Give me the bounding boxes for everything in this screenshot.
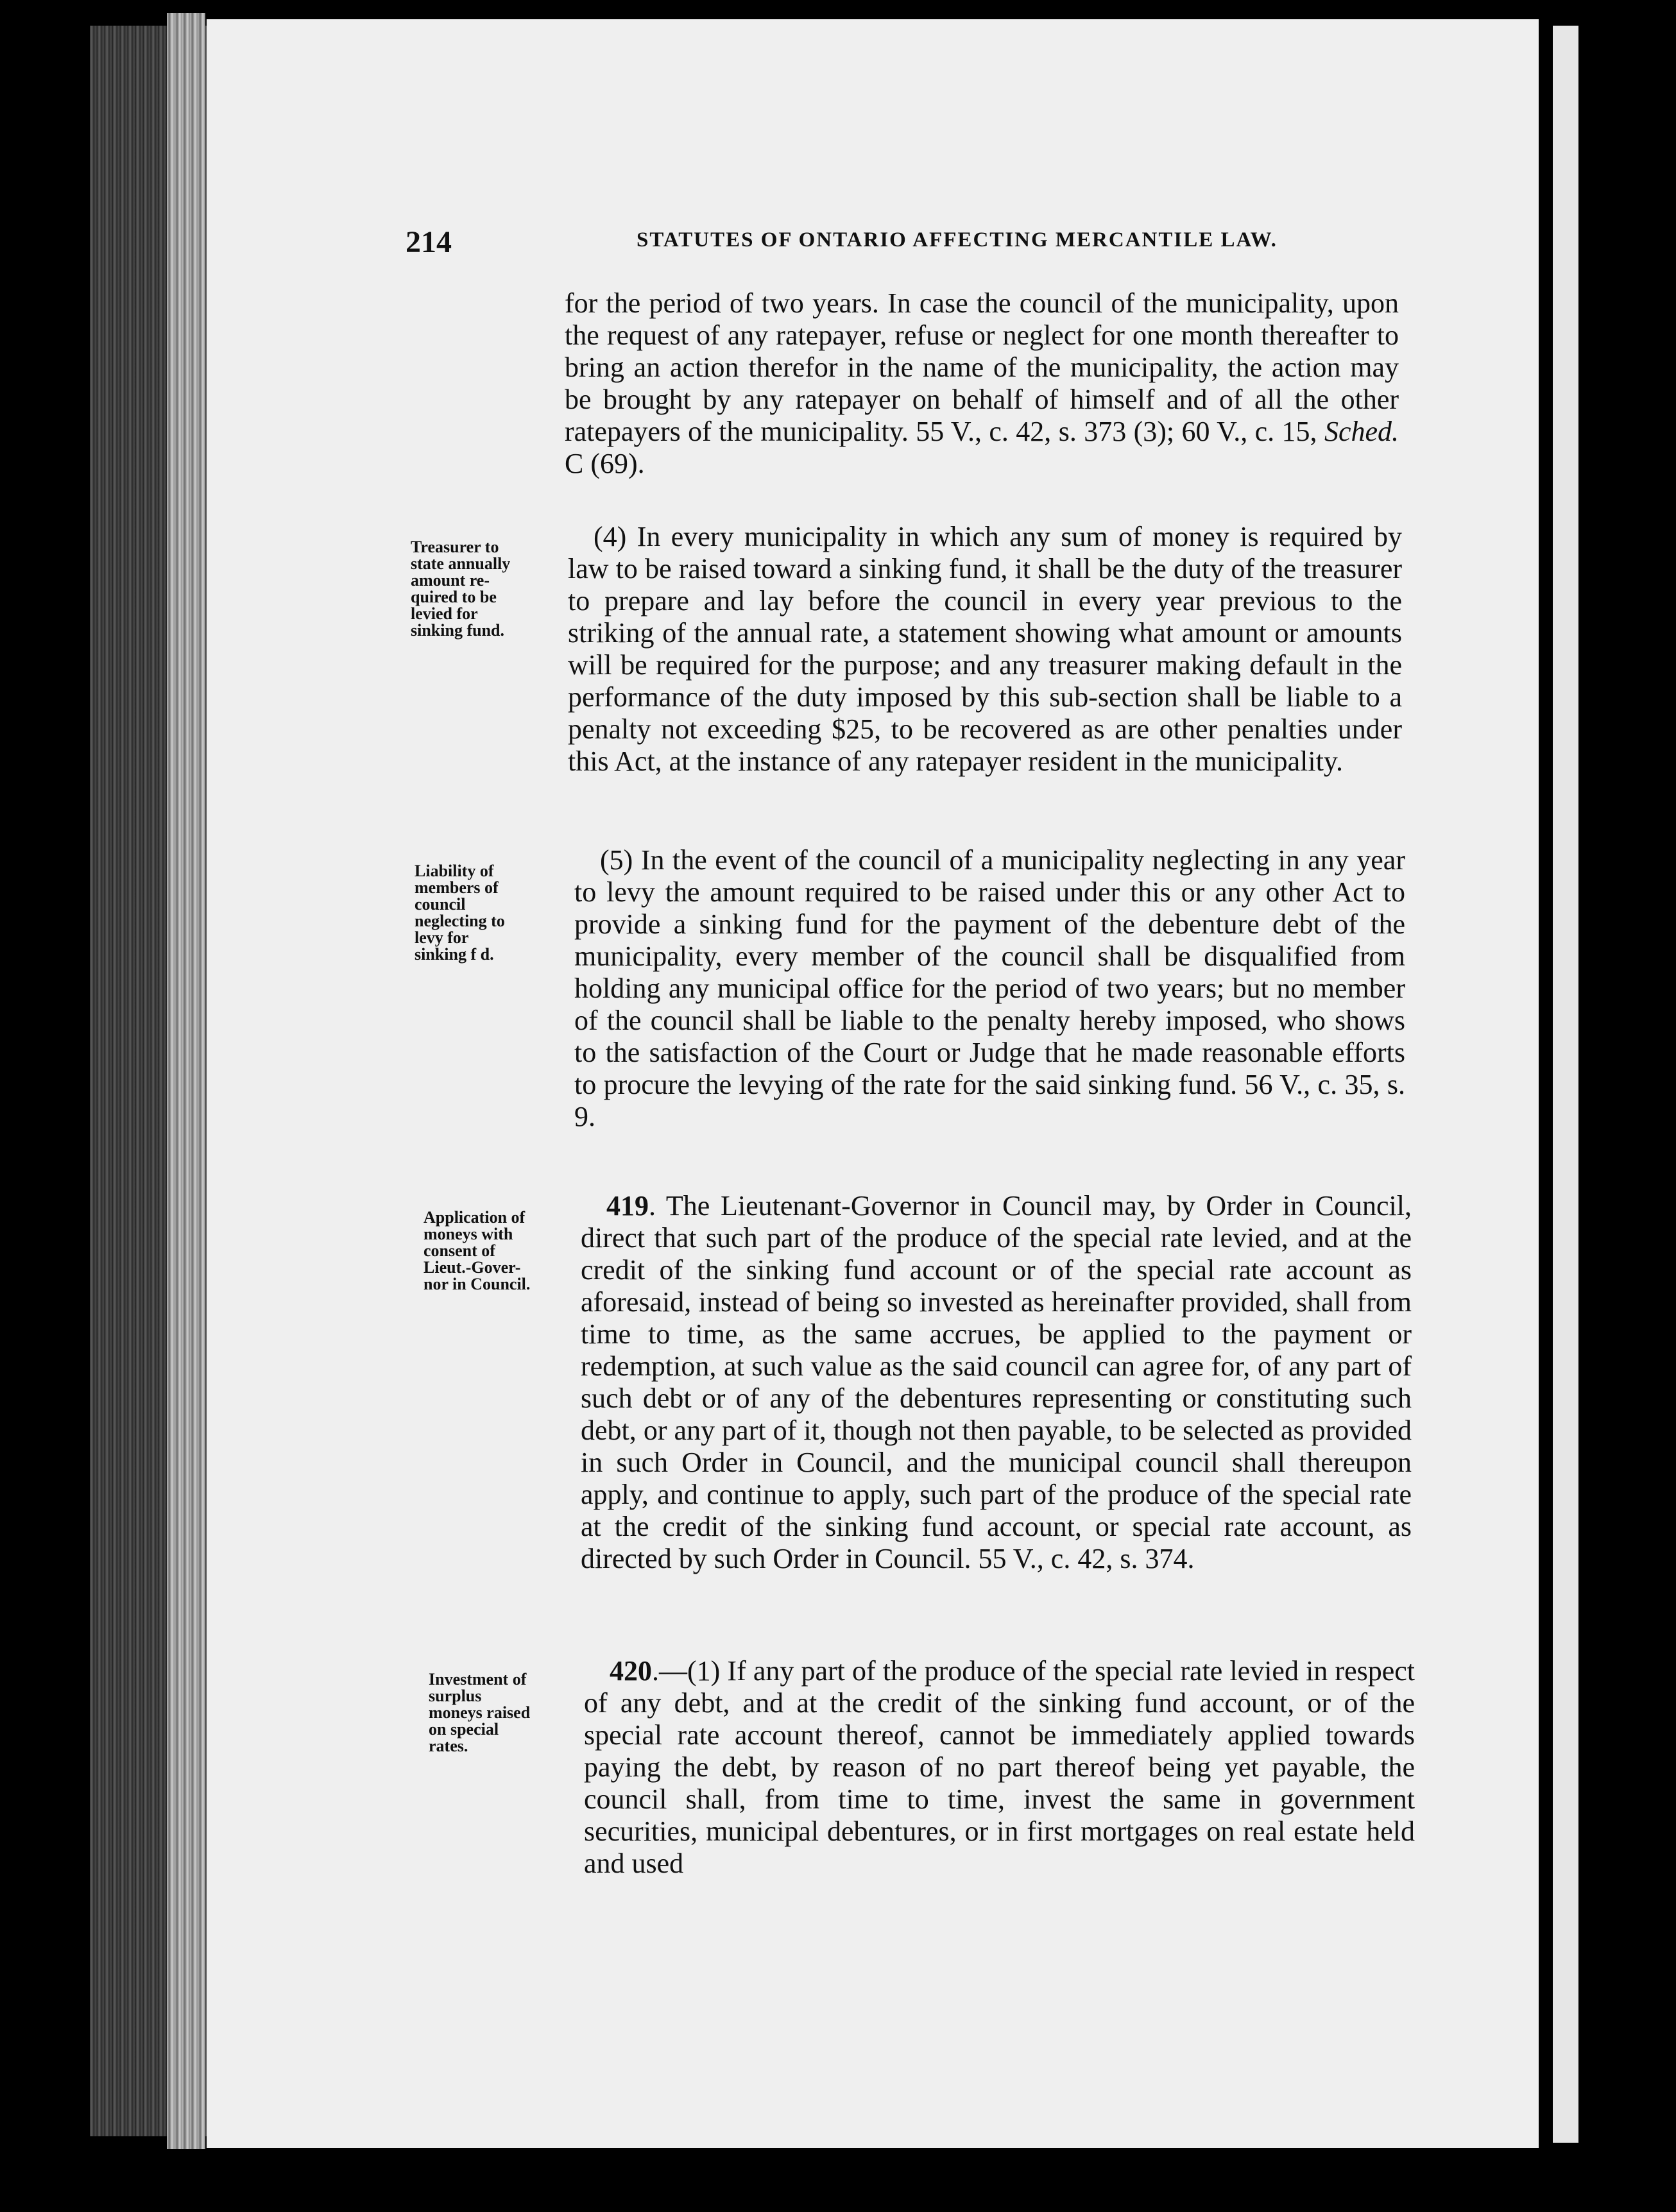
margin-note-line: moneys raised xyxy=(429,1703,531,1722)
italic-sched: Sched. xyxy=(1324,416,1399,447)
margin-note-line: levy for xyxy=(415,928,469,947)
paragraph-text: for the period of two years. In case the council of the municipality, upon the request of any ratepayer, refuse or neglect for one month thereafter to bring an action therefor in the name of the municipality, the action may be brought by any ratepayer on behalf of himself and of all the other ratepayers of the municipality. 55 V., c. 42, s. 373 (3); 60 V., c. 15, xyxy=(565,287,1399,447)
page-number: 214 xyxy=(406,225,452,259)
subsection-5 xyxy=(574,844,1405,1133)
margin-note-line: council xyxy=(415,895,466,914)
margin-note-line: Application of xyxy=(423,1208,526,1227)
margin-note-line: neglecting to xyxy=(415,912,505,930)
section-420 xyxy=(584,1655,1415,1880)
section-number: 420 xyxy=(610,1655,652,1687)
margin-note-line: Treasurer to xyxy=(411,538,499,556)
margin-note-line: surplus xyxy=(429,1687,482,1705)
adjacent-page-edge xyxy=(1553,26,1578,2143)
subsection-4 xyxy=(568,521,1402,778)
margin-note-line: Lieut.-Gover- xyxy=(423,1258,521,1277)
margin-note-treasurer xyxy=(411,539,571,639)
paragraph-text: . The Lieutenant-Governor in Council may, by Order in Council, direct that such part of the produce of the special rate levied, and at the credit of the sinking fund account or of the special rate account as aforesaid, instead of being so invested as hereinafter provided, shall from time to time, as the same accrues, be applied to the payment or redemption, at such value as the said council can agree for, of any part of such debt or of any of the debentures representing or constituting such debt, or any part of it, though not then payable, to be selected as provided in such Order in Council, and the municipal council shall thereupon apply, and continue to apply, such part of the produce of the special rate at the credit of the sinking fund account, or special rate account, as directed by such Order in Council. 55 V., c. 42, s. 374. xyxy=(581,1190,1412,1574)
margin-note-line: consent of xyxy=(423,1241,495,1260)
margin-note-line: rates. xyxy=(429,1737,468,1755)
margin-note-line: state annually xyxy=(411,554,511,573)
margin-note-line: amount re- xyxy=(411,571,490,590)
paragraph-text-end: C (69). xyxy=(565,448,645,479)
margin-note-line: quired to be xyxy=(411,588,497,606)
paragraph-text: (5) In the event of the council of a municipality neglecting in any year to levy the amount required to be raised under this or any other Act to provide a sinking fund for the payment of the debenture debt of the municipality, every member of the council shall be disqualified from holding any municipal office for the period of two years; but no member of the council shall be liable to the penalty hereby imposed, who shows to the satisfaction of the Court or Judge that he made reasonable efforts to procure the levying of the rate for the said sinking fund. 56 V., c. 35, s. 9. xyxy=(574,844,1405,1132)
margin-note-line: on special xyxy=(429,1720,499,1739)
section-number: 419 xyxy=(606,1190,649,1221)
margin-note-application xyxy=(423,1209,584,1293)
margin-note-line: Liability of xyxy=(415,862,494,880)
margin-note-line: members of xyxy=(415,878,499,897)
section-419 xyxy=(581,1190,1412,1575)
margin-note-line: Investment of xyxy=(429,1670,527,1689)
margin-note-line: nor in Council. xyxy=(423,1275,531,1293)
margin-note-line: moneys with xyxy=(423,1225,513,1243)
margin-note-investment xyxy=(429,1671,589,1755)
margin-note-line: levied for xyxy=(411,604,478,623)
margin-note-liability xyxy=(415,863,575,963)
book-spine xyxy=(167,13,205,2149)
paragraph-text: .—(1) If any part of the produce of the special rate levied in respect of any debt, and at the credit of the sinking fund account, or of the special rate account thereof, cannot be immediately applied towards paying the debt, by reason of no part thereof being yet payable, the council shall, from time to time, invest the same in government securities, municipal debentures, or in first mortgages on real estate held and used xyxy=(584,1655,1415,1879)
running-head: STATUTES OF ONTARIO AFFECTING MERCANTILE LAW. xyxy=(637,228,1278,251)
paragraph-continuation xyxy=(565,287,1399,480)
margin-note-line: sinking f d. xyxy=(415,945,494,964)
paragraph-text: (4) In every municipality in which any sum of money is required by law to be raised toward a sinking fund, it shall be the duty of the treasurer to prepare and lay before the council in every year previous to the striking of the annual rate, a statement showing what amount or amounts will be required for the purpose; and any treasurer making default in the performance of the duty imposed by this sub-section shall be liable to a penalty not exceeding $25, to be recovered as are other penalties under this Act, at the instance of any ratepayer resident in the municipality. xyxy=(568,521,1402,777)
margin-note-line: sinking fund. xyxy=(411,621,504,640)
